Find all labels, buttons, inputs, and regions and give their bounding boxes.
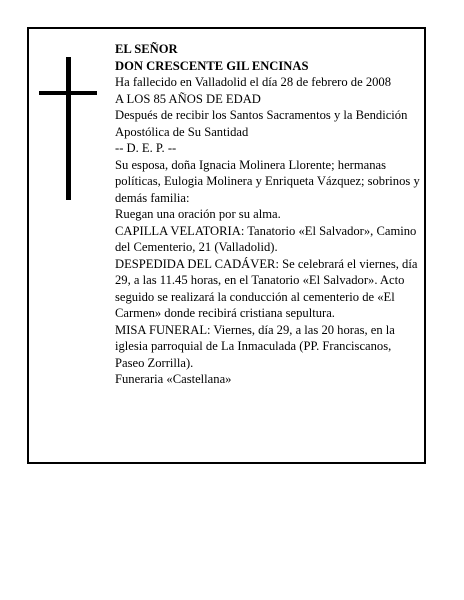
title: EL SEÑOR — [115, 42, 178, 56]
cross-vertical-bar — [66, 57, 71, 200]
cross-icon — [39, 57, 97, 200]
deceased-name: DON CRESCENTE GIL ENCINAS — [115, 58, 309, 73]
sacraments: Después de recibir los Santos Sacramentos y la Bendición Apostólica de Su Santidad — [115, 108, 408, 139]
age: A LOS 85 AÑOS DE EDAD — [115, 91, 261, 106]
funeral-mass: MISA FUNERAL: Viernes, día 29, a las 20 horas, en la iglesia parroquial de La Inmaculada (PP. Franciscanos, Paseo Zorrilla). — [115, 322, 395, 370]
farewell: DESPEDIDA DEL CADÁVER: Se celebrará el viernes, día 29, a las 11.45 horas, en el Tanatorio «El Salvador». Acto seguido se realizará la conducción al cementerio de «El Carmen» donde recibirá cristiana sepultura. — [115, 256, 418, 320]
death-notice: Ha fallecido en Valladolid el día 28 de febrero de 2008 — [115, 75, 392, 89]
family: Su esposa, doña Ignacia Molinera Llorente; hermanas políticas, Eulogia Molinera y Enriqueta Vázquez; sobrinos y demás familia: — [115, 157, 420, 205]
prayer-request: Ruegan una oración por su alma. — [115, 207, 281, 221]
cross-horizontal-bar — [39, 91, 97, 95]
funeral-home: Funeraria «Castellana» — [115, 372, 232, 386]
obituary-notice — [27, 27, 426, 464]
chapel: CAPILLA VELATORIA: Tanatorio «El Salvador», Camino del Cementerio, 21 (Valladolid). — [115, 223, 417, 254]
obituary-text — [115, 41, 423, 388]
rip-line: -- D. E. P. -- — [115, 141, 177, 155]
